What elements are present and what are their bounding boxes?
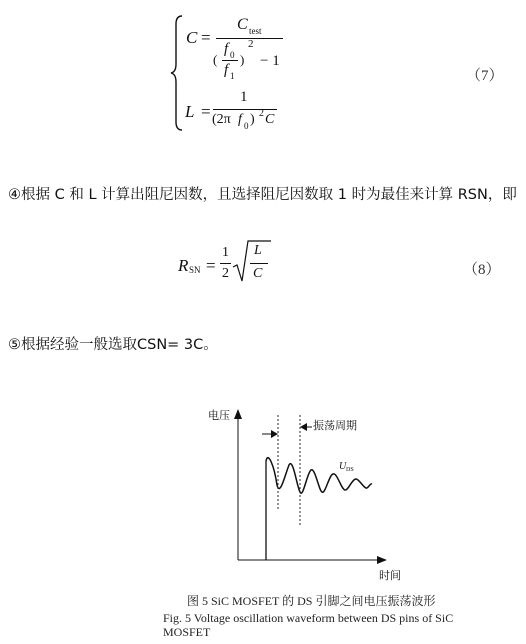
y-axis-label: 电压 xyxy=(208,409,230,422)
eq8-sqrt-fraction-bar xyxy=(250,263,268,264)
eq7-c-test: C xyxy=(237,16,248,33)
eq7-l-fraction-bar xyxy=(213,109,277,110)
eq7-minus-one: − 1 xyxy=(260,53,280,69)
period-label: 振荡周期 xyxy=(313,419,357,432)
paragraph-step-5: ⑤根据经验一般选取CSN= 3C。 xyxy=(8,337,218,353)
eq7-l-den-f: f xyxy=(238,112,242,127)
eq7-f0-sub: 0 xyxy=(230,50,235,60)
signal-label: U xyxy=(339,461,347,472)
paragraph-step-4: ④根据 C 和 L 计算出阻尼因数，且选择阻尼因数取 1 时为最佳来计算 RSN，即 xyxy=(8,187,517,203)
eq7-equals-2: = xyxy=(201,102,211,121)
eq8-sqrt-num: L xyxy=(254,243,262,258)
eq8-r: R xyxy=(178,256,189,275)
eq8-num: 1 xyxy=(222,245,229,260)
figure-caption-en-line-1: Fig. 5 Voltage oscillation waveform between DS pins of SiC xyxy=(163,611,454,625)
eq7-l-den-exp: 2 xyxy=(259,108,264,119)
eq7-l-den-c: C xyxy=(265,112,275,127)
eq7-l-den-close: ) xyxy=(250,112,255,127)
equation-8-number: （8） xyxy=(463,262,501,278)
eq7-equals-1: = xyxy=(201,28,211,47)
signal-label-sub: DS xyxy=(346,467,354,473)
period-arrow-left-icon xyxy=(271,430,278,438)
eq8-fraction-bar xyxy=(220,263,231,264)
figure-caption-cn: 图 5 SiC MOSFET 的 DS 引脚之间电压振荡波形 xyxy=(187,594,436,608)
eq8-r-sub: SN xyxy=(189,265,201,275)
eq7-l-den-open: (2π xyxy=(212,112,231,127)
eq7-c-lhs: C xyxy=(186,28,198,47)
eq7-l-num: 1 xyxy=(240,89,248,105)
equation-7-number: （7） xyxy=(466,68,504,84)
eq7-inner-fraction-bar xyxy=(222,60,238,61)
eq7-f1: f xyxy=(224,62,229,78)
eq7-c-test-sub: test xyxy=(249,26,262,36)
eq8-sqrt-den: C xyxy=(253,266,263,281)
eq8-den: 2 xyxy=(222,266,229,281)
eq7-l-lhs: L xyxy=(185,102,195,121)
eq7-l-den-sub: 0 xyxy=(244,121,249,131)
waveform-curve xyxy=(266,458,372,494)
period-arrow-right-icon xyxy=(300,423,307,431)
eq7-f0: f xyxy=(224,41,229,57)
y-axis-arrow-icon xyxy=(234,409,242,419)
eq7-paren-close: ) xyxy=(240,52,245,67)
left-brace-icon xyxy=(170,14,184,132)
x-axis-label: 时间 xyxy=(379,569,401,582)
eq8-equals: = xyxy=(206,256,216,275)
x-axis-arrow-icon xyxy=(377,556,387,564)
eq7-paren-open: ( xyxy=(213,52,218,67)
eq7-f1-sub: 1 xyxy=(230,71,235,81)
sqrt-icon xyxy=(232,239,272,285)
figure-caption-en-line-2: MOSFET xyxy=(163,625,211,639)
eq7-exp: 2 xyxy=(248,38,254,50)
